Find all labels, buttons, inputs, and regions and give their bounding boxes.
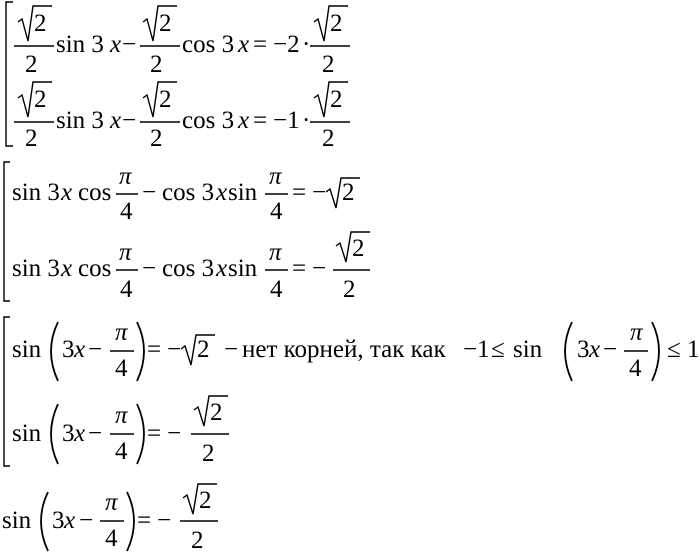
svg-text:2: 2 <box>210 399 223 426</box>
svg-text:=: = <box>292 255 307 282</box>
svg-text:cos: cos <box>78 255 112 282</box>
svg-text:−: − <box>312 255 327 282</box>
svg-text:1: 1 <box>687 336 700 363</box>
svg-text:2: 2 <box>330 86 343 113</box>
svg-text:2: 2 <box>34 86 47 113</box>
svg-text:sin 3: sin 3 <box>12 179 60 206</box>
svg-text:4: 4 <box>270 198 283 225</box>
svg-text:=: = <box>292 179 307 206</box>
equation-line-6 <box>12 396 229 467</box>
svg-text:π: π <box>105 489 118 516</box>
svg-text:−: − <box>122 107 137 134</box>
equation-line-2 <box>14 82 350 152</box>
svg-text:cos 3: cos 3 <box>162 179 215 206</box>
svg-text:sin 3: sin 3 <box>56 107 104 134</box>
svg-text:2: 2 <box>150 51 163 78</box>
svg-text:4: 4 <box>270 276 283 303</box>
svg-text:4: 4 <box>115 355 128 382</box>
svg-text:−: − <box>79 507 94 534</box>
svg-text:x: x <box>74 336 86 363</box>
svg-text:=: = <box>137 507 152 534</box>
svg-text:≤: ≤ <box>667 336 681 363</box>
svg-text:нет корней, так как: нет корней, так как <box>242 336 446 363</box>
svg-text:−: − <box>167 420 182 447</box>
svg-text:4: 4 <box>120 198 133 225</box>
svg-text:π: π <box>119 239 132 266</box>
svg-text:−: − <box>88 420 103 447</box>
svg-text:sin 3: sin 3 <box>56 31 104 58</box>
svg-text:x: x <box>61 255 73 282</box>
svg-text:2: 2 <box>159 86 172 113</box>
svg-text:cos 3: cos 3 <box>182 31 235 58</box>
svg-text:2: 2 <box>197 336 210 363</box>
equation-line-3 <box>12 163 360 225</box>
svg-text:=: = <box>253 31 268 58</box>
equation-line-1 <box>14 6 350 78</box>
svg-text:x: x <box>216 255 228 282</box>
svg-text:2: 2 <box>25 51 38 78</box>
svg-text:cos 3: cos 3 <box>182 107 235 134</box>
svg-text:−: − <box>122 31 137 58</box>
svg-text:x: x <box>61 179 73 206</box>
svg-text:sin: sin <box>228 255 258 282</box>
svg-text:2: 2 <box>202 440 215 467</box>
svg-text:−: − <box>167 336 182 363</box>
svg-text:−2: −2 <box>273 31 300 58</box>
svg-text:−1: −1 <box>273 107 300 134</box>
svg-text:2: 2 <box>159 10 172 37</box>
svg-text:=: = <box>253 107 268 134</box>
svg-text:x: x <box>238 107 250 134</box>
svg-text:sin: sin <box>12 420 42 447</box>
svg-text:x: x <box>216 179 228 206</box>
svg-text:2: 2 <box>150 125 163 152</box>
equation-line-7 <box>2 484 218 554</box>
svg-text:4: 4 <box>105 525 118 552</box>
svg-text:=: = <box>147 420 162 447</box>
svg-text:−1: −1 <box>463 336 490 363</box>
svg-text:x: x <box>74 420 86 447</box>
svg-text:2: 2 <box>191 527 204 554</box>
svg-text:2: 2 <box>34 10 47 37</box>
svg-text:−: − <box>142 255 157 282</box>
svg-text:2: 2 <box>199 487 212 514</box>
equation-line-4 <box>12 232 370 303</box>
svg-text:2: 2 <box>342 179 355 206</box>
svg-text:3: 3 <box>62 336 75 363</box>
svg-text:π: π <box>115 402 128 429</box>
svg-text:2: 2 <box>25 125 38 152</box>
svg-text:sin: sin <box>228 179 258 206</box>
equation-line-5 <box>12 319 700 382</box>
svg-text:cos 3: cos 3 <box>162 255 215 282</box>
svg-text:x: x <box>238 31 250 58</box>
svg-text:≤: ≤ <box>491 336 505 363</box>
svg-text:x: x <box>110 107 122 134</box>
svg-text:sin 3: sin 3 <box>12 255 60 282</box>
svg-text:−: − <box>142 179 157 206</box>
svg-text:π: π <box>269 239 282 266</box>
svg-text:π: π <box>630 319 643 346</box>
svg-text:2: 2 <box>343 276 356 303</box>
svg-text:x: x <box>589 336 601 363</box>
svg-text:2: 2 <box>330 10 343 37</box>
system-bracket-3 <box>4 317 10 466</box>
svg-text:4: 4 <box>120 276 133 303</box>
svg-text:x: x <box>110 31 122 58</box>
svg-text:3: 3 <box>52 507 65 534</box>
svg-text:sin: sin <box>12 336 42 363</box>
svg-text:−: − <box>603 336 618 363</box>
svg-text:−: − <box>312 179 327 206</box>
svg-text:·: · <box>302 107 311 134</box>
svg-text:3: 3 <box>577 336 590 363</box>
svg-text:2: 2 <box>322 51 335 78</box>
svg-text:2: 2 <box>352 235 365 262</box>
svg-text:cos: cos <box>78 179 112 206</box>
svg-text:π: π <box>269 163 282 190</box>
svg-text:π: π <box>115 319 128 346</box>
svg-text:=: = <box>147 336 162 363</box>
svg-text:·: · <box>302 31 311 58</box>
system-bracket-2 <box>4 162 10 301</box>
svg-text:−: − <box>224 336 239 363</box>
svg-text:3: 3 <box>62 420 75 447</box>
svg-text:−: − <box>157 507 172 534</box>
svg-text:4: 4 <box>115 438 128 465</box>
svg-text:π: π <box>119 163 132 190</box>
svg-text:sin: sin <box>2 507 32 534</box>
svg-text:4: 4 <box>629 355 642 382</box>
svg-text:−: − <box>88 336 103 363</box>
svg-text:x: x <box>64 507 76 534</box>
system-bracket-1 <box>6 2 13 146</box>
svg-text:sin: sin <box>513 336 543 363</box>
svg-text:2: 2 <box>322 125 335 152</box>
